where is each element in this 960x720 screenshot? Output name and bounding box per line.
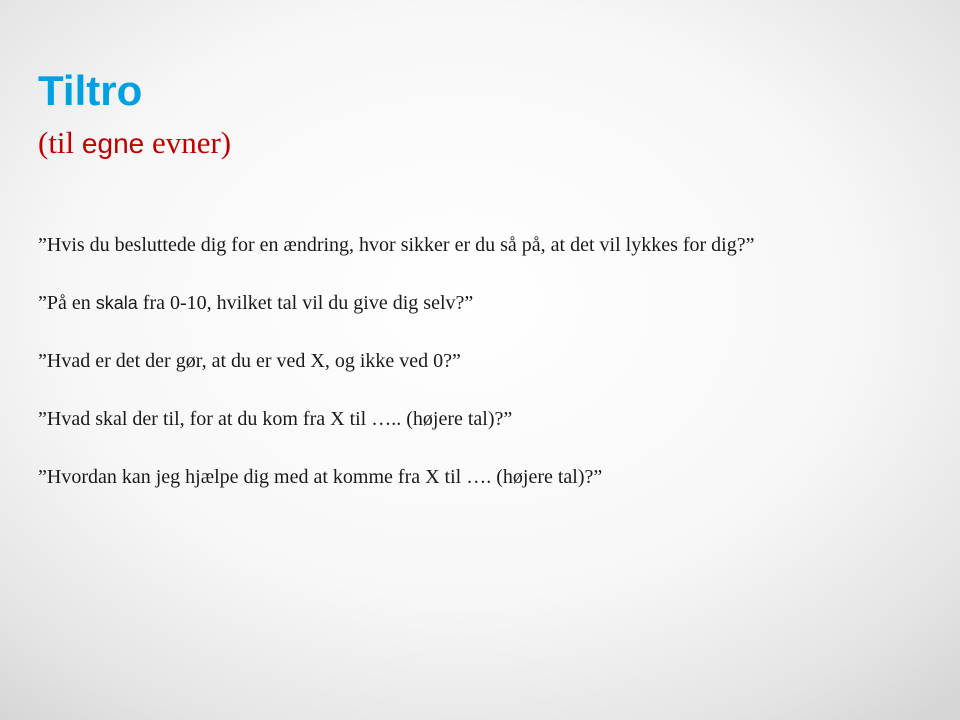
subtitle-part-2: egne	[81, 128, 145, 159]
question-3: ”Hvad er det der gør, at du er ved X, og ikke ved 0?”	[38, 350, 461, 372]
question-2-post: fra 0-10, hvilket tal vil du give dig selv?”	[137, 292, 474, 314]
question-2	[38, 290, 918, 316]
slide-title: Tiltro	[38, 67, 143, 114]
question-4: ”Hvad skal der til, for at du kom fra X til ….. (højere tal)?”	[38, 408, 513, 430]
subtitle-part-3: evner)	[144, 125, 232, 160]
slide-body	[38, 232, 918, 490]
slide-subtitle	[38, 124, 231, 163]
question-5: ”Hvordan kan jeg hjælpe dig med at komme fra X til …. (højere tal)?”	[38, 466, 603, 488]
question-2-scale-word: skala	[95, 293, 138, 313]
question-2-pre: ”På en	[38, 292, 96, 314]
question-1: ”Hvis du besluttede dig for en ændring, hvor sikker er du så på, at det vil lykkes for dig?”	[38, 234, 755, 256]
subtitle-part-1: (til	[38, 125, 82, 160]
